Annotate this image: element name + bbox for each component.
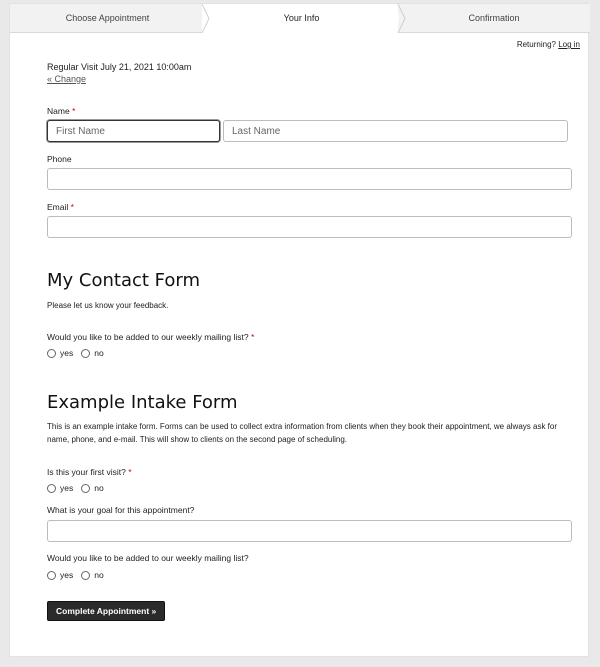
change-appointment-link[interactable]: « Change xyxy=(47,74,87,84)
login-link[interactable]: Log in xyxy=(558,40,580,49)
mailing-list-options xyxy=(47,348,112,358)
step-your-info: Your Info xyxy=(205,4,398,33)
intake-form-title: Example Intake Form xyxy=(47,392,238,413)
intake-mailing-question: Would you like to be added to our weekly mailing list? xyxy=(47,553,249,563)
radio-label-no: no xyxy=(94,348,104,358)
email-input[interactable] xyxy=(47,216,572,238)
returning-text: Returning? xyxy=(516,40,556,49)
first-visit-question: Is this your first visit? * xyxy=(47,467,132,477)
goal-question: What is your goal for this appointment? xyxy=(47,505,195,515)
complete-appointment-button[interactable]: Complete Appointment » xyxy=(47,601,165,621)
step-divider-icon xyxy=(396,4,406,33)
returning-user-prompt xyxy=(517,40,580,49)
mailing-list-no-radio[interactable] xyxy=(81,349,90,358)
phone-input[interactable] xyxy=(47,168,572,190)
contact-form-title: My Contact Form xyxy=(47,270,200,291)
intake-mailing-options xyxy=(47,570,112,580)
name-label: Name * xyxy=(47,106,76,116)
radio-label-yes: yes xyxy=(60,570,74,580)
radio-label-yes: yes xyxy=(60,483,74,493)
appointment-details: Regular Visit July 21, 2021 10:00am xyxy=(47,62,192,72)
step-confirmation: Confirmation xyxy=(468,13,520,23)
step-divider-icon xyxy=(202,4,212,33)
first-visit-no-radio[interactable] xyxy=(81,484,90,493)
required-marker: * xyxy=(70,202,74,212)
step-progress-bar xyxy=(10,4,590,33)
mailing-list-question: Would you like to be added to our weekly mailing list? * xyxy=(47,332,255,342)
goal-input[interactable] xyxy=(47,520,572,542)
required-marker: * xyxy=(72,106,76,116)
mailing-list-yes-radio[interactable] xyxy=(47,349,56,358)
radio-label-no: no xyxy=(94,570,104,580)
radio-label-no: no xyxy=(94,483,104,493)
required-marker: * xyxy=(250,332,255,342)
intake-mailing-yes-radio[interactable] xyxy=(47,571,56,580)
contact-form-description: Please let us know your feedback. xyxy=(47,301,169,310)
scheduling-card xyxy=(9,3,589,657)
last-name-input[interactable] xyxy=(223,120,568,142)
radio-label-yes: yes xyxy=(60,348,74,358)
first-name-input[interactable] xyxy=(47,120,220,142)
required-marker: * xyxy=(128,467,132,477)
intake-form-description: This is an example intake form. Forms can be used to collect extra information from clients when they book their appointment, we always ask for name, phone, and e-mail. This will show to clients on the second page of scheduling. xyxy=(47,422,558,444)
email-label: Email * xyxy=(47,202,74,212)
appointment-summary xyxy=(47,61,191,85)
intake-mailing-no-radio[interactable] xyxy=(81,571,90,580)
phone-label: Phone xyxy=(47,154,72,164)
first-visit-yes-radio[interactable] xyxy=(47,484,56,493)
first-visit-options xyxy=(47,483,112,493)
step-choose-appointment[interactable]: Choose Appointment xyxy=(65,13,150,23)
